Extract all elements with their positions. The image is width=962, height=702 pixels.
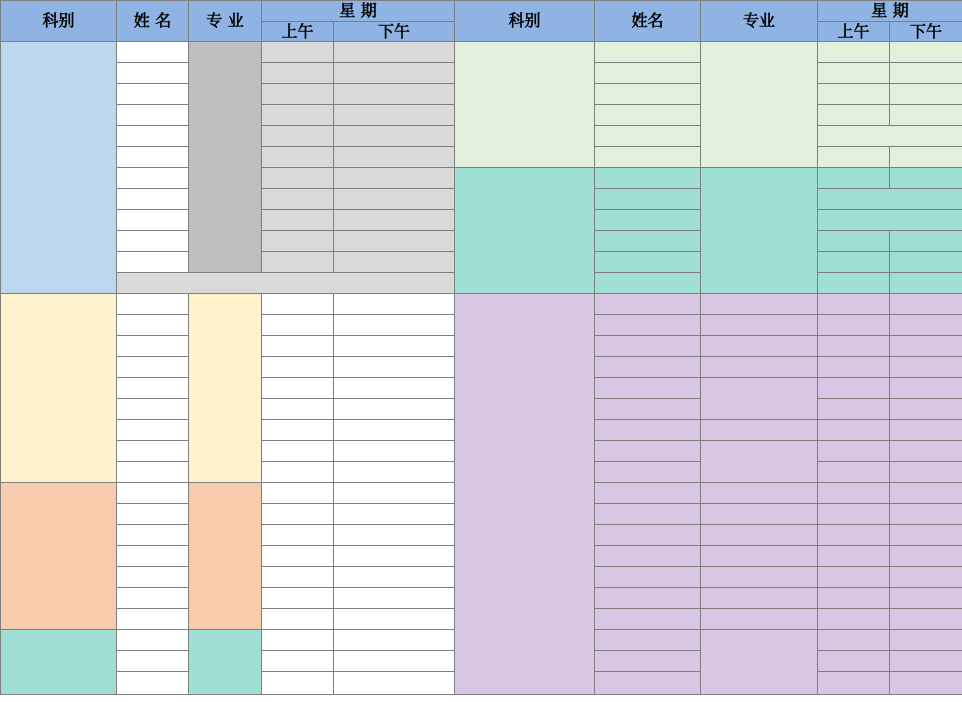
- doctor-name: [117, 420, 189, 441]
- schedule-pm: [890, 651, 962, 672]
- doctor-name: [595, 147, 701, 168]
- dept-cell-zhongliu: [1, 294, 117, 483]
- schedule-am: [262, 504, 334, 525]
- doctor-name: [595, 84, 701, 105]
- schedule-pm: [890, 504, 962, 525]
- doctor-name: [595, 588, 701, 609]
- schedule-pm: [890, 378, 962, 399]
- schedule-pm: [334, 483, 455, 504]
- schedule-am: [262, 84, 334, 105]
- schedule-pm: [890, 399, 962, 420]
- schedule-am: [262, 630, 334, 651]
- schedule-pm: [334, 105, 455, 126]
- schedule-pm: [890, 42, 962, 63]
- specialty-cell-guoyitang: [701, 168, 818, 294]
- schedule-am: [818, 651, 890, 672]
- schedule-am: [818, 588, 890, 609]
- schedule-pm: [334, 210, 455, 231]
- specialty-cell-heyixue: [189, 630, 262, 695]
- doctor-name: [117, 462, 189, 483]
- schedule-pm: [334, 336, 455, 357]
- schedule-am: [262, 105, 334, 126]
- specialty-cell: [701, 546, 818, 567]
- schedule-pm: [334, 315, 455, 336]
- schedule-pm: [334, 126, 455, 147]
- doctor-name: [117, 42, 189, 63]
- schedule-am: [818, 441, 890, 462]
- specialty-cell-neike: [189, 42, 262, 273]
- schedule-am: [262, 315, 334, 336]
- doctor-name: [595, 441, 701, 462]
- schedule-am: [818, 294, 890, 315]
- doctor-name: [117, 210, 189, 231]
- schedule-am: [262, 483, 334, 504]
- schedule-am: [818, 231, 890, 252]
- schedule-pm: [334, 462, 455, 483]
- schedule-pm: [890, 294, 962, 315]
- doctor-name: [117, 63, 189, 84]
- table-row: [1, 294, 962, 315]
- schedule-am: [262, 210, 334, 231]
- schedule-pm: [890, 84, 962, 105]
- doctor-name: [595, 168, 701, 189]
- header-name: 姓 名: [117, 1, 189, 42]
- schedule-am: [818, 483, 890, 504]
- doctor-name: [117, 504, 189, 525]
- schedule-am: [262, 609, 334, 630]
- schedule-am: [818, 672, 890, 695]
- header-week: 星 期: [262, 1, 455, 22]
- doctor-name: [117, 168, 189, 189]
- doctor-name: [595, 399, 701, 420]
- specialty-cell: [701, 483, 818, 504]
- doctor-name: [117, 252, 189, 273]
- doctor-name: [117, 357, 189, 378]
- header-dept: 科别: [1, 1, 117, 42]
- schedule-pm: [890, 105, 962, 126]
- schedule-pm: [334, 609, 455, 630]
- schedule-pm: [334, 189, 455, 210]
- schedule-pm: [334, 630, 455, 651]
- schedule-am: [818, 315, 890, 336]
- schedule-am: [262, 672, 334, 695]
- doctor-name: [595, 378, 701, 399]
- schedule-am: [262, 336, 334, 357]
- table-row: [1, 168, 962, 189]
- dept-cell-guoyitang: [455, 168, 595, 294]
- doctor-name: [595, 483, 701, 504]
- schedule-pm: [890, 168, 962, 189]
- schedule-am: [262, 651, 334, 672]
- schedule-pm: [890, 273, 962, 294]
- schedule-pm: [890, 630, 962, 651]
- schedule-body: [1, 42, 962, 695]
- doctor-name: [595, 126, 701, 147]
- specialty-cell: [701, 525, 818, 546]
- doctor-name: [595, 525, 701, 546]
- doctor-name: [595, 462, 701, 483]
- doctor-name: [117, 147, 189, 168]
- schedule-am: [262, 546, 334, 567]
- schedule-am: [262, 357, 334, 378]
- schedule-am: [818, 105, 890, 126]
- doctor-name: [117, 483, 189, 504]
- schedule-pm: [334, 252, 455, 273]
- schedule-pm: [334, 357, 455, 378]
- schedule-am: [262, 147, 334, 168]
- schedule-am: [818, 168, 890, 189]
- schedule-pm: [890, 147, 962, 168]
- schedule-pm: [890, 567, 962, 588]
- schedule-pm: [890, 63, 962, 84]
- schedule-pm: [334, 42, 455, 63]
- specialty-cell: [701, 315, 818, 336]
- schedule-am: [818, 546, 890, 567]
- header-pm: 下午: [334, 22, 455, 42]
- doctor-name: [117, 189, 189, 210]
- doctor-name: [117, 441, 189, 462]
- schedule-pm: [890, 420, 962, 441]
- schedule-am: [818, 420, 890, 441]
- schedule-pm: [334, 420, 455, 441]
- schedule-am: [818, 84, 890, 105]
- schedule-am: [262, 168, 334, 189]
- specialty-cell: [701, 336, 818, 357]
- dept-cell-quanke: [455, 42, 595, 168]
- doctor-name: [595, 210, 701, 231]
- schedule-pm: [890, 336, 962, 357]
- schedule-pm: [334, 294, 455, 315]
- schedule-am: [262, 420, 334, 441]
- schedule-am: [262, 252, 334, 273]
- schedule-pm: [334, 651, 455, 672]
- doctor-name: [595, 651, 701, 672]
- schedule-pm: [334, 546, 455, 567]
- schedule-am: [818, 504, 890, 525]
- schedule-pm: [334, 588, 455, 609]
- schedule-pm: [334, 441, 455, 462]
- header-spec-right: 专业: [701, 1, 818, 42]
- doctor-name: [595, 546, 701, 567]
- header-week-right: 星 期: [818, 1, 962, 22]
- schedule-am: [818, 525, 890, 546]
- doctor-name: [117, 126, 189, 147]
- schedule-am: [818, 630, 890, 651]
- schedule-pm: [334, 84, 455, 105]
- doctor-name: [595, 252, 701, 273]
- schedule-pm: [890, 315, 962, 336]
- schedule-am: [262, 567, 334, 588]
- doctor-name: [117, 378, 189, 399]
- doctor-name: [595, 315, 701, 336]
- schedule-pm: [890, 462, 962, 483]
- schedule-pm: [334, 504, 455, 525]
- schedule-am: [818, 567, 890, 588]
- schedule-pm: [890, 588, 962, 609]
- schedule-am: [818, 273, 890, 294]
- dept-cell-heyixue: [1, 630, 117, 695]
- doctor-name: [117, 567, 189, 588]
- schedule-pm: [890, 609, 962, 630]
- schedule-pm: [334, 63, 455, 84]
- doctor-name: [595, 105, 701, 126]
- doctor-name: [595, 336, 701, 357]
- schedule-pm: [890, 546, 962, 567]
- doctor-name: [595, 231, 701, 252]
- schedule-am: [262, 588, 334, 609]
- schedule-am: [262, 126, 334, 147]
- schedule-am: [262, 63, 334, 84]
- doctor-name: [117, 84, 189, 105]
- specialty-cell: [701, 378, 818, 420]
- schedule-am: [262, 378, 334, 399]
- schedule-am: [262, 441, 334, 462]
- dept-cell-yuyue: [455, 294, 595, 695]
- schedule-pm: [334, 231, 455, 252]
- doctor-name: [595, 63, 701, 84]
- schedule-am: [818, 462, 890, 483]
- doctor-name: [117, 588, 189, 609]
- specialty-cell: [701, 294, 818, 315]
- schedule-pm: [890, 357, 962, 378]
- header-am-right: 上午: [818, 22, 890, 42]
- schedule-pm: [334, 378, 455, 399]
- schedule-am: [818, 147, 890, 168]
- doctor-name: [117, 105, 189, 126]
- doctor-name: [595, 672, 701, 695]
- schedule-pm: [890, 525, 962, 546]
- schedule-am: [818, 609, 890, 630]
- schedule-am: [818, 63, 890, 84]
- specialty-cell: [701, 357, 818, 378]
- specialty-cell-zhongliu: [189, 294, 262, 483]
- doctor-name: [117, 231, 189, 252]
- schedule-am: [818, 126, 962, 147]
- schedule-am: [262, 189, 334, 210]
- schedule-am: [262, 42, 334, 63]
- doctor-name: [595, 189, 701, 210]
- doctor-name: [595, 504, 701, 525]
- schedule-pm: [890, 483, 962, 504]
- schedule-pm: [334, 399, 455, 420]
- specialty-cell: [701, 588, 818, 609]
- doctor-name: [117, 525, 189, 546]
- doctor-name: [595, 609, 701, 630]
- specialty-cell: [701, 567, 818, 588]
- specialty-cell-quanke: [701, 42, 818, 168]
- schedule-pm: [890, 672, 962, 695]
- schedule-am: [818, 378, 890, 399]
- specialty-cell-fangliao: [189, 483, 262, 630]
- schedule-pm: [890, 441, 962, 462]
- table-row: [1, 42, 962, 63]
- specialty-cell: [701, 630, 818, 695]
- schedule-am: [818, 252, 890, 273]
- schedule-am: [262, 525, 334, 546]
- doctor-name: [595, 630, 701, 651]
- schedule-am: [818, 357, 890, 378]
- schedule-am: [818, 189, 962, 210]
- doctor-name: [595, 357, 701, 378]
- header-am: 上午: [262, 22, 334, 42]
- schedule-pm: [334, 567, 455, 588]
- sunday-rotation-note: [117, 273, 455, 294]
- specialty-cell: [701, 441, 818, 483]
- schedule-am: [818, 42, 890, 63]
- dept-cell-neike: [1, 42, 117, 294]
- schedule-pm: [334, 525, 455, 546]
- doctor-name: [117, 294, 189, 315]
- doctor-name: [595, 567, 701, 588]
- schedule-pm: [334, 147, 455, 168]
- header-pm-right: 下午: [890, 22, 962, 42]
- doctor-name: [595, 294, 701, 315]
- schedule-am: [818, 336, 890, 357]
- doctor-name: [117, 672, 189, 695]
- schedule-pm: [334, 168, 455, 189]
- schedule-am: [262, 399, 334, 420]
- specialty-cell: [701, 420, 818, 441]
- doctor-name: [117, 609, 189, 630]
- schedule-pm: [890, 231, 962, 252]
- schedule-am: [262, 462, 334, 483]
- doctor-name: [595, 42, 701, 63]
- schedule-am: [818, 399, 890, 420]
- doctor-name: [117, 546, 189, 567]
- schedule-am: [262, 294, 334, 315]
- doctor-name: [117, 651, 189, 672]
- doctor-name: [595, 273, 701, 294]
- schedule-pm: [334, 672, 455, 695]
- doctor-name: [117, 399, 189, 420]
- doctor-name: [117, 315, 189, 336]
- doctor-name: [117, 630, 189, 651]
- schedule-pm: [890, 252, 962, 273]
- doctor-name: [595, 420, 701, 441]
- specialty-cell: [701, 609, 818, 630]
- header-spec: 专 业: [189, 1, 262, 42]
- specialty-cell: [701, 504, 818, 525]
- header-dept-right: 科别: [455, 1, 595, 42]
- dept-cell-fangliao: [1, 483, 117, 630]
- schedule-am: [262, 231, 334, 252]
- header-name-right: 姓名: [595, 1, 701, 42]
- doctor-name: [117, 336, 189, 357]
- schedule-am: [818, 210, 962, 231]
